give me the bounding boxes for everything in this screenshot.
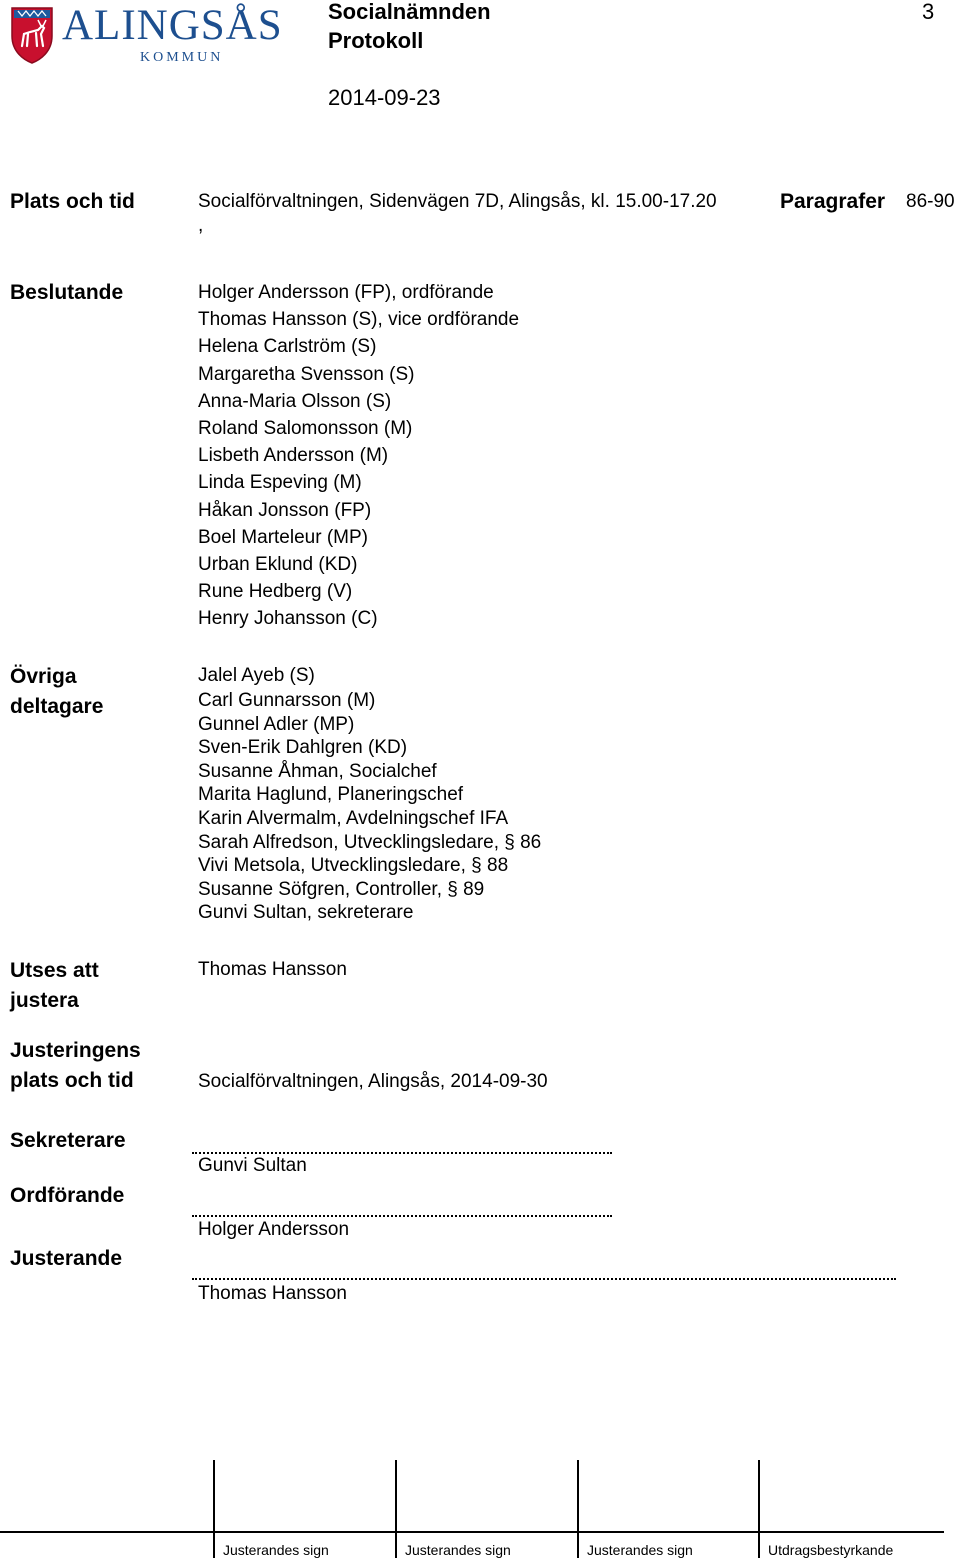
- list-item: Susanne Åhman, Socialchef: [198, 760, 437, 782]
- list-item: Vivi Metsola, Utvecklingsledare, § 88: [198, 855, 509, 877]
- paragraphs-label: Paragrafer: [776, 187, 885, 217]
- list-item: Linda Espeving (M): [198, 472, 362, 494]
- logo-wordmark: ALINGSÅS: [62, 2, 283, 49]
- adjuster-label-line1: Utses att: [10, 959, 99, 982]
- list-item: Rune Hedberg (V): [198, 581, 353, 603]
- decision-makers-label: Beslutande: [10, 281, 124, 304]
- list-item: Jalel Ayeb (S): [198, 665, 315, 686]
- meeting-date: 2014-09-23: [328, 85, 441, 110]
- coat-of-arms-icon: [10, 6, 54, 64]
- footer-separator: [213, 1460, 215, 1558]
- municipality-logo: [10, 2, 290, 66]
- place-time-comma: ,: [198, 215, 204, 236]
- adjustment-label-line2: plats och tid: [10, 1069, 134, 1092]
- adjuster-signature-label: Justerande: [10, 1247, 123, 1270]
- chair-label: Ordförande: [10, 1184, 125, 1207]
- footer-separator: [758, 1460, 760, 1558]
- list-item: Roland Salomonsson (M): [198, 418, 413, 440]
- list-item: Boel Marteleur (MP): [198, 526, 368, 548]
- list-item: Marita Haglund, Planeringschef: [198, 784, 464, 806]
- other-participants-label-line2: deltagare: [10, 695, 104, 718]
- list-item: Gunnel Adler (MP): [198, 713, 355, 735]
- place-time-value: Socialförvaltningen, Sidenvägen 7D, Alingsås, kl. 15.00-17.20: [198, 191, 717, 212]
- adjustment-label-line1: Justeringens: [10, 1039, 141, 1062]
- adjuster-signature-name: Thomas Hansson: [198, 1283, 347, 1304]
- list-item: Urban Eklund (KD): [198, 554, 358, 576]
- footer-cell-adjuster-sign-2: Justerandes sign: [405, 1542, 511, 1558]
- list-item: Håkan Jonsson (FP): [198, 499, 372, 521]
- list-item: Holger Andersson (FP), ordförande: [198, 282, 494, 303]
- list-item: Gunvi Sultan, sekreterare: [198, 902, 414, 924]
- footer-cell-adjuster-sign-3: Justerandes sign: [587, 1542, 693, 1558]
- footer-separator: [577, 1460, 579, 1558]
- list-item: Sarah Alfredson, Utvecklingsledare, § 86: [198, 831, 542, 853]
- other-participants-list: [198, 662, 541, 925]
- list-item: Margaretha Svensson (S): [198, 363, 415, 385]
- adjustment-value: Socialförvaltningen, Alingsås, 2014-09-30: [198, 1071, 548, 1092]
- list-item: Lisbeth Andersson (M): [198, 445, 389, 467]
- paragraphs-value: 86-90: [906, 191, 955, 212]
- list-item: Karin Alvermalm, Avdelningschef IFA: [198, 807, 509, 829]
- list-item: Henry Johansson (C): [198, 608, 378, 630]
- adjuster-value: Thomas Hansson: [198, 959, 347, 980]
- logo-subtitle: KOMMUN: [140, 50, 224, 65]
- footer-cell-adjuster-sign-1: Justerandes sign: [223, 1542, 329, 1558]
- page-number: 3: [922, 0, 935, 24]
- list-item: Sven-Erik Dahlgren (KD): [198, 737, 408, 759]
- decision-makers-list: [198, 279, 519, 633]
- committee-name: Socialnämnden: [328, 0, 491, 24]
- list-item: Helena Carlström (S): [198, 336, 377, 358]
- document-type: Protokoll: [328, 28, 424, 53]
- secretary-label: Sekreterare: [10, 1129, 126, 1152]
- list-item: Carl Gunnarsson (M): [198, 690, 376, 711]
- adjuster-label-line2: justera: [10, 989, 79, 1012]
- footer-cell-extract-certification: Utdragsbestyrkande: [768, 1542, 894, 1558]
- list-item: Anna-Maria Olsson (S): [198, 390, 392, 412]
- secretary-name: Gunvi Sultan: [198, 1155, 307, 1176]
- footer-signature-boxes: [0, 1460, 960, 1560]
- footer-divider: [0, 1531, 944, 1533]
- list-item: Thomas Hansson (S), vice ordförande: [198, 309, 520, 331]
- list-item: Susanne Söfgren, Controller, § 89: [198, 878, 485, 900]
- footer-separator: [395, 1460, 397, 1558]
- place-time-label: Plats och tid: [10, 190, 135, 213]
- other-participants-label-line1: Övriga: [10, 665, 77, 688]
- chair-name: Holger Andersson: [198, 1219, 350, 1240]
